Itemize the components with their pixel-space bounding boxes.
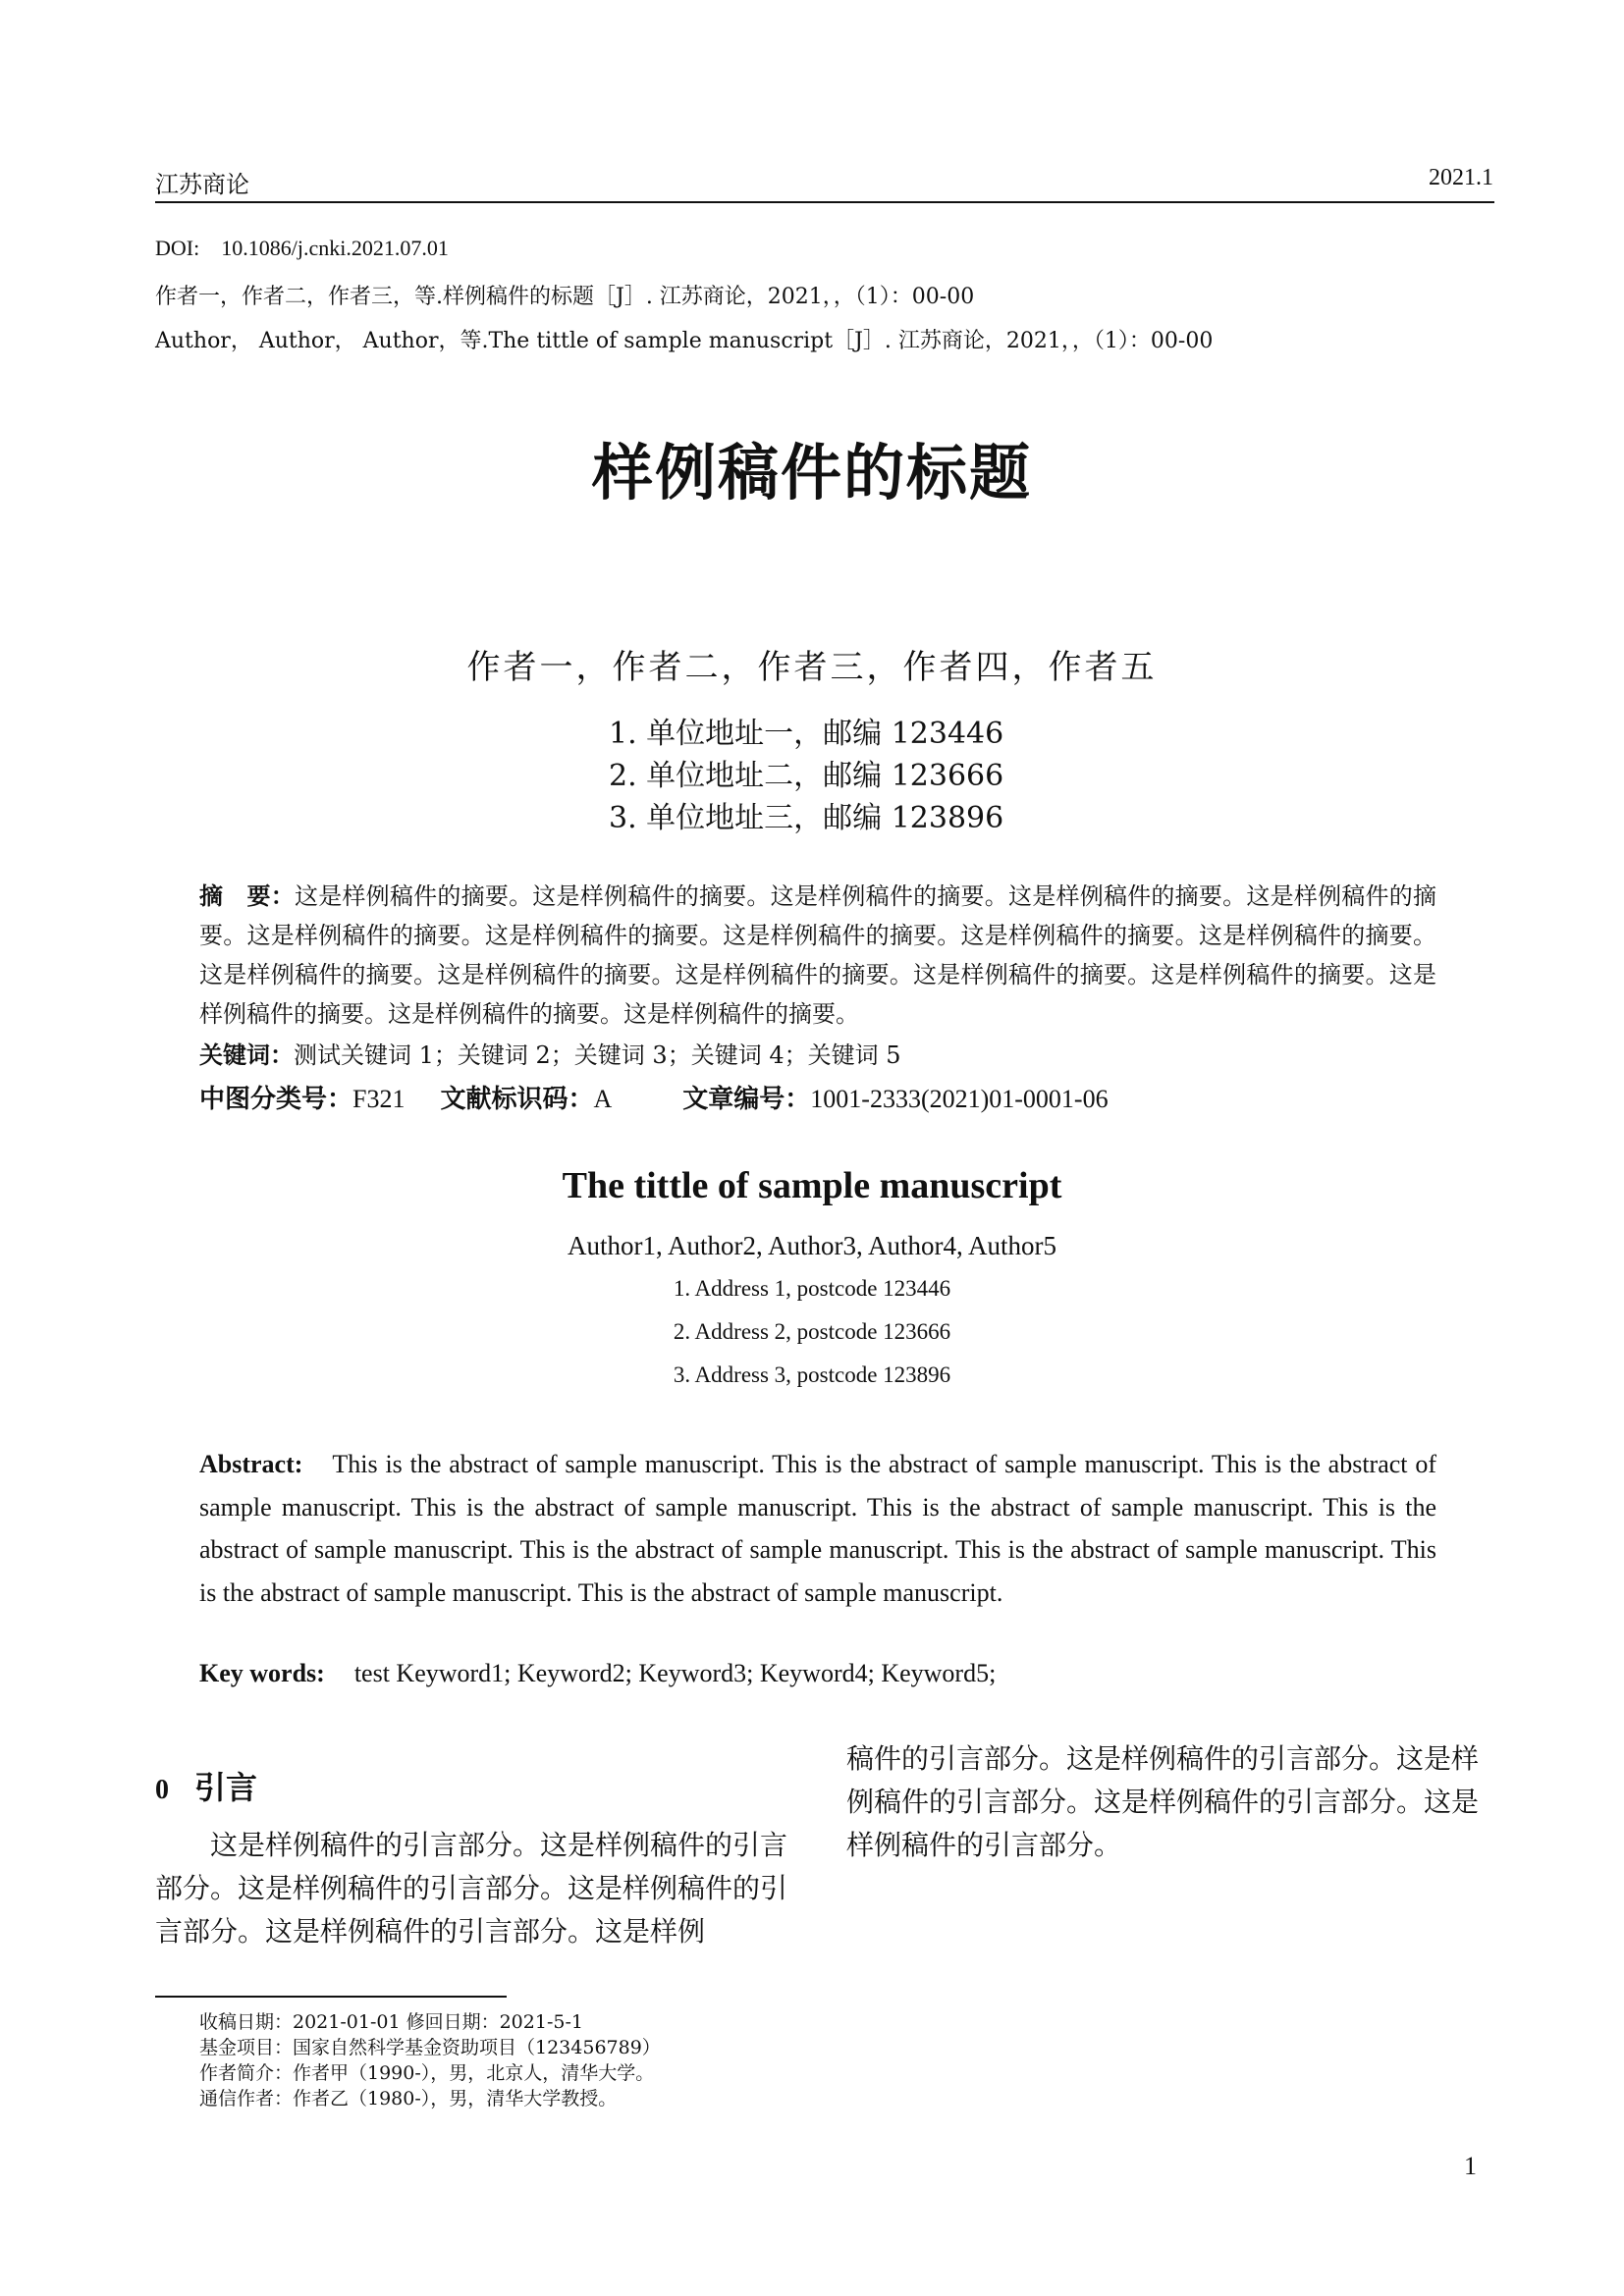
section-heading: [155, 1763, 257, 1808]
paper-title-en: The tittle of sample manuscript: [562, 1165, 1062, 1206]
abstract-cn-text: 这是样例稿件的摘要。这是样例稿件的摘要。这是样例稿件的摘要。这是样例稿件的摘要。这是样例稿件的摘要。这是样例稿件的摘要。这是样例稿件的摘要。这是样例稿件的摘要。这是样例稿件的摘要。这是样例稿件的摘要。这是样例稿件的摘要。这是样例稿件的摘要。这是样例稿件的摘要。这是样例稿件的摘要。这是样例稿件的摘要。这是样例稿件的摘要。这是样例稿件的摘要。这是样例稿件的摘要。: [199, 882, 1437, 1028]
doi-label: DOI:: [155, 236, 200, 260]
keywords-en-text: test Keyword1; Keyword2; Keyword3; Keyword4; Keyword5;: [353, 1659, 997, 1687]
doi-value: 10.1086/j.cnki.2021.07.01: [221, 236, 449, 260]
citation-en: Author， Author， Author，等.The tittle of sample manuscript［J］. 江苏商论，2021，，（1）：00-00: [155, 329, 1214, 353]
citation-cn: 作者一，作者二，作者三，等.样例稿件的标题［J］. 江苏商论，2021，，（1）：00-00: [155, 285, 975, 309]
article-number-value: 1001-2333(2021)01-0001-06: [810, 1085, 1109, 1113]
footnote-corresponding-author: 通信作者：作者乙（1980-），男，清华大学教授。: [199, 2088, 618, 2109]
keywords-cn: [199, 1036, 901, 1070]
footnote-author-bio: 作者简介：作者甲（1990-），男，北京人，清华大学。: [199, 2062, 655, 2084]
running-header-issue: 2021.1: [1429, 165, 1493, 190]
doc-code-value: A: [593, 1085, 613, 1113]
intro-paragraph-right-column: 稿件的引言部分。这是样例稿件的引言部分。这是样例稿件的引言部分。这是样例稿件的引言部分。这是样例稿件的引言部分。: [846, 1742, 1480, 1861]
keywords-en-label: Key words:: [199, 1659, 325, 1687]
intro-paragraph-left-column: 这是样例稿件的引言部分。这是样例稿件的引言部分。这是样例稿件的引言部分。这是样例稿件的引言部分。这是样例稿件的引言部分。这是样例: [155, 1829, 788, 1948]
affiliation-cn: 2. 单位地址二，邮编 123666: [609, 759, 1004, 793]
keywords-en: [199, 1659, 996, 1688]
paper-title-cn: 样例稿件的标题: [591, 437, 1032, 508]
footnote-funding: 基金项目：国家自然科学基金资助项目（123456789）: [199, 2037, 661, 2058]
abstract-cn-label: 摘 要：: [199, 882, 295, 910]
abstract-en-label: Abstract:: [199, 1450, 303, 1478]
clc-label: 中图分类号：: [199, 1085, 353, 1114]
keywords-cn-text: 测试关键词 1；关键词 2；关键词 3；关键词 4；关键词 5: [294, 1041, 901, 1069]
affiliation-en: 1. Address 1, postcode 123446: [673, 1276, 951, 1301]
affiliation-en: 2. Address 2, postcode 123666: [673, 1319, 951, 1344]
header-rule: [155, 201, 1494, 203]
affiliation-cn: 1. 单位地址一，邮编 123446: [609, 717, 1004, 751]
section-number: 0: [155, 1775, 169, 1805]
doi-line: [155, 236, 449, 261]
affiliation-cn: 3. 单位地址三，邮编 123896: [609, 801, 1004, 835]
running-header-journal: 江苏商论: [155, 171, 249, 198]
article-number-label: 文章编号：: [682, 1085, 811, 1114]
footnote-received-date: 收稿日期：2021-01-01 修回日期：2021-5-1: [199, 2011, 583, 2033]
author-list-cn: 作者一，作者二，作者三，作者四，作者五: [466, 648, 1158, 687]
affiliation-en: 3. Address 3, postcode 123896: [673, 1362, 951, 1387]
clc-value: F321: [352, 1085, 406, 1113]
abstract-en-text: This is the abstract of sample manuscript. This is the abstract of sample manuscript. This is the abstract of sample manuscript. This is the abstract of sample manuscript. This is the abstract of sample manuscript. This is the abstract of sample manuscript. This is the abstract of sample manuscript. This is the abstract of sample manuscript. This is the abstract of sample manuscript. This is the abstract of sample manuscript.: [199, 1450, 1436, 1607]
author-list-en: Author1, Author2, Author3, Author4, Author5: [568, 1231, 1056, 1260]
classification-line: [199, 1079, 1109, 1115]
section-title: 引言: [194, 1769, 258, 1806]
doc-code-label: 文献标识码：: [440, 1085, 594, 1114]
footnote-rule: [155, 1996, 507, 1998]
keywords-cn-label: 关键词：: [199, 1041, 294, 1069]
page-number: 1: [1464, 2152, 1477, 2180]
abstract-cn: [199, 877, 1436, 1034]
abstract-en: [199, 1443, 1436, 1614]
